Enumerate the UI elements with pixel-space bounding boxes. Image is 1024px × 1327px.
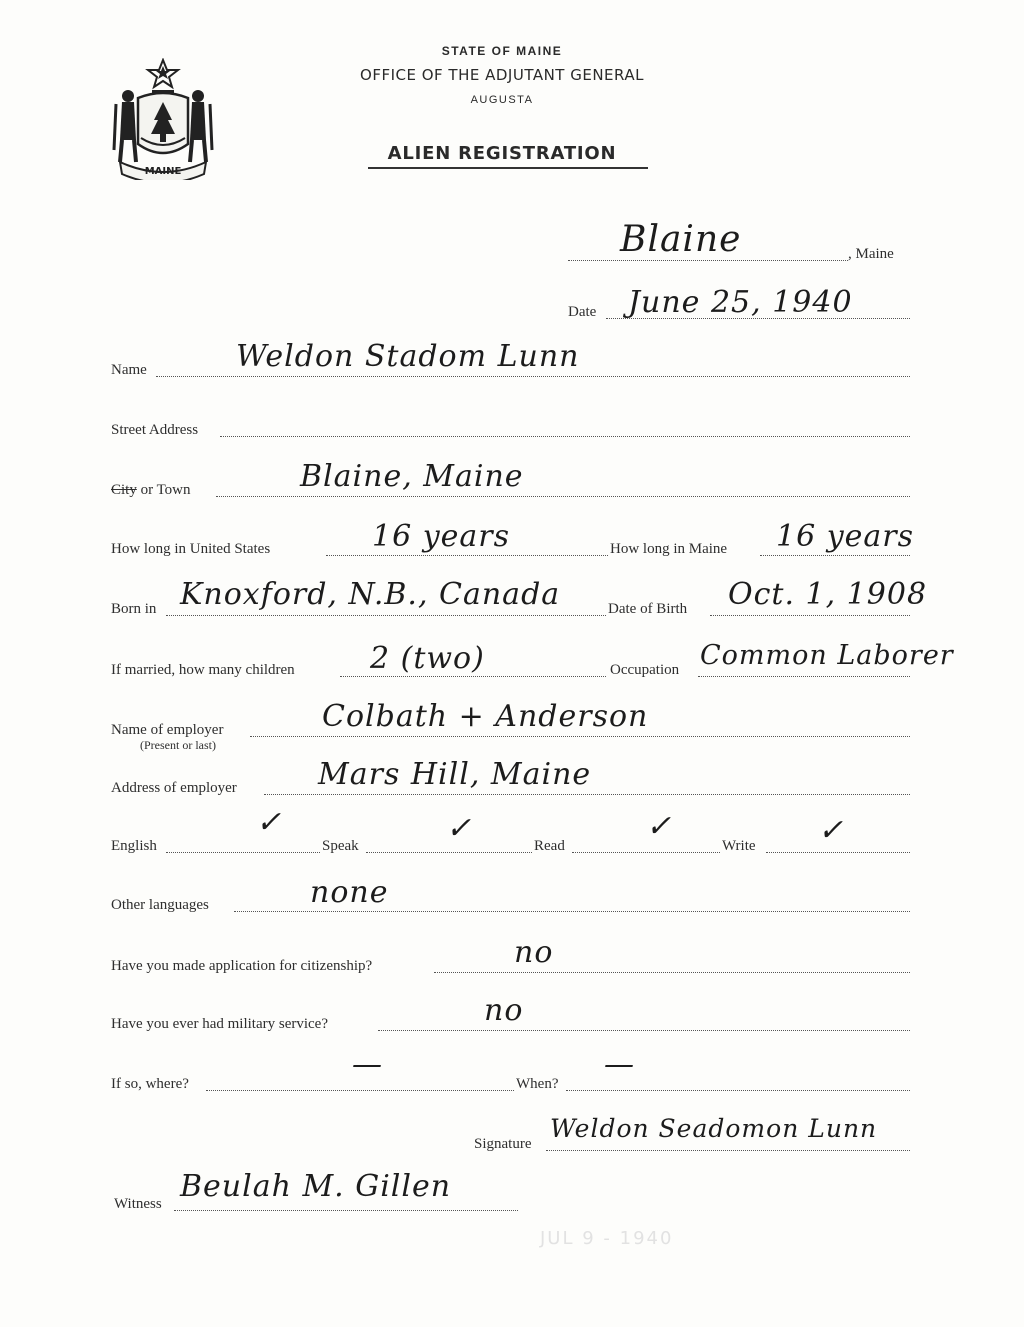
english-dots [166,852,320,853]
dob-label: Date of Birth [608,601,688,617]
occupation-value: Common Laborer [700,640,954,671]
children-value: 2 (two) [370,641,485,676]
write-dots [766,852,910,853]
dob-dots [710,615,910,616]
witness-label: Witness [114,1196,162,1212]
military-label: Have you ever had military service? [111,1016,328,1032]
where-dots [206,1090,514,1091]
city-label-rest: or Town [136,482,191,498]
where-value: — [352,1047,383,1082]
place-suffix: , Maine [848,246,894,262]
citizenship-dots [434,972,910,973]
citizenship-value: no [514,935,554,970]
born-dots [166,615,606,616]
read-label: Read [534,838,565,854]
born-value: Knoxford, N.B., Canada [180,577,561,612]
header-state: STATE OF MAINE [441,44,563,58]
how-long-us-dots [326,555,608,556]
witness-value: Beulah M. Gillen [180,1169,452,1204]
witness-dots [174,1210,518,1211]
city-label-strike: City [111,482,137,498]
header-office: OFFICE OF THE ADJUTANT GENERAL [360,66,644,84]
how-long-maine-label: How long in Maine [610,541,728,557]
header-city: AUGUSTA [470,94,534,106]
how-long-us-label: How long in United States [111,541,271,557]
english-label: English [111,838,157,854]
military-value: no [484,993,524,1028]
occupation-label: Occupation [610,662,680,678]
date-value: June 25, 1940 [628,285,853,320]
children-label: If married, how many children [111,662,295,678]
date-label: Date [568,304,597,320]
write-value: ✓ [818,813,845,848]
received-stamp: JUL 9 - 1940 [540,1228,674,1249]
when-value: — [604,1047,635,1082]
city-value: Blaine, Maine [300,459,524,494]
place-dots [568,260,848,261]
where-label: If so, where? [111,1076,189,1092]
other-languages-label: Other languages [111,897,209,913]
speak-dots [366,852,532,853]
english-value: ✓ [256,805,283,840]
military-dots [378,1030,910,1031]
other-languages-dots [234,911,910,912]
employer-address-label: Address of employer [111,780,237,796]
how-long-maine-value: 16 years [776,519,915,554]
name-dots [156,376,910,377]
title-underline [368,167,648,169]
speak-label: Speak [322,838,359,854]
name-label: Name [111,362,147,378]
how-long-maine-dots [760,555,910,556]
how-long-us-value: 16 years [372,519,511,554]
when-label: When? [516,1076,559,1092]
signature-dots [546,1150,910,1151]
employer-address-dots [264,794,910,795]
occupation-dots [698,676,910,677]
seal-text: MAINE [144,166,182,177]
street-dots [220,436,910,437]
employer-label: Name of employer [111,722,224,738]
employer-dots [250,736,910,737]
employer-value: Colbath + Anderson [322,699,649,734]
employer-address-value: Mars Hill, Maine [318,757,592,792]
write-label: Write [722,838,756,854]
signature-label: Signature [474,1136,532,1152]
street-label: Street Address [111,422,199,438]
citizenship-label: Have you made application for citizenship? [111,958,373,974]
other-languages-value: none [310,875,389,910]
form-title: ALIEN REGISTRATION [387,143,617,164]
signature-value: Weldon Seadomon Lunn [550,1114,878,1143]
dob-value: Oct. 1, 1908 [728,577,928,612]
name-value: Weldon Stadom Lunn [236,339,580,374]
read-value: ✓ [646,809,673,844]
read-dots [572,852,720,853]
children-dots [340,676,606,677]
when-dots [566,1090,910,1091]
born-label: Born in [111,601,157,617]
employer-sublabel: (Present or last) [140,738,216,752]
place-value: Blaine [620,219,742,260]
city-dots [216,496,910,497]
city-label [111,482,191,499]
speak-value: ✓ [446,811,473,846]
